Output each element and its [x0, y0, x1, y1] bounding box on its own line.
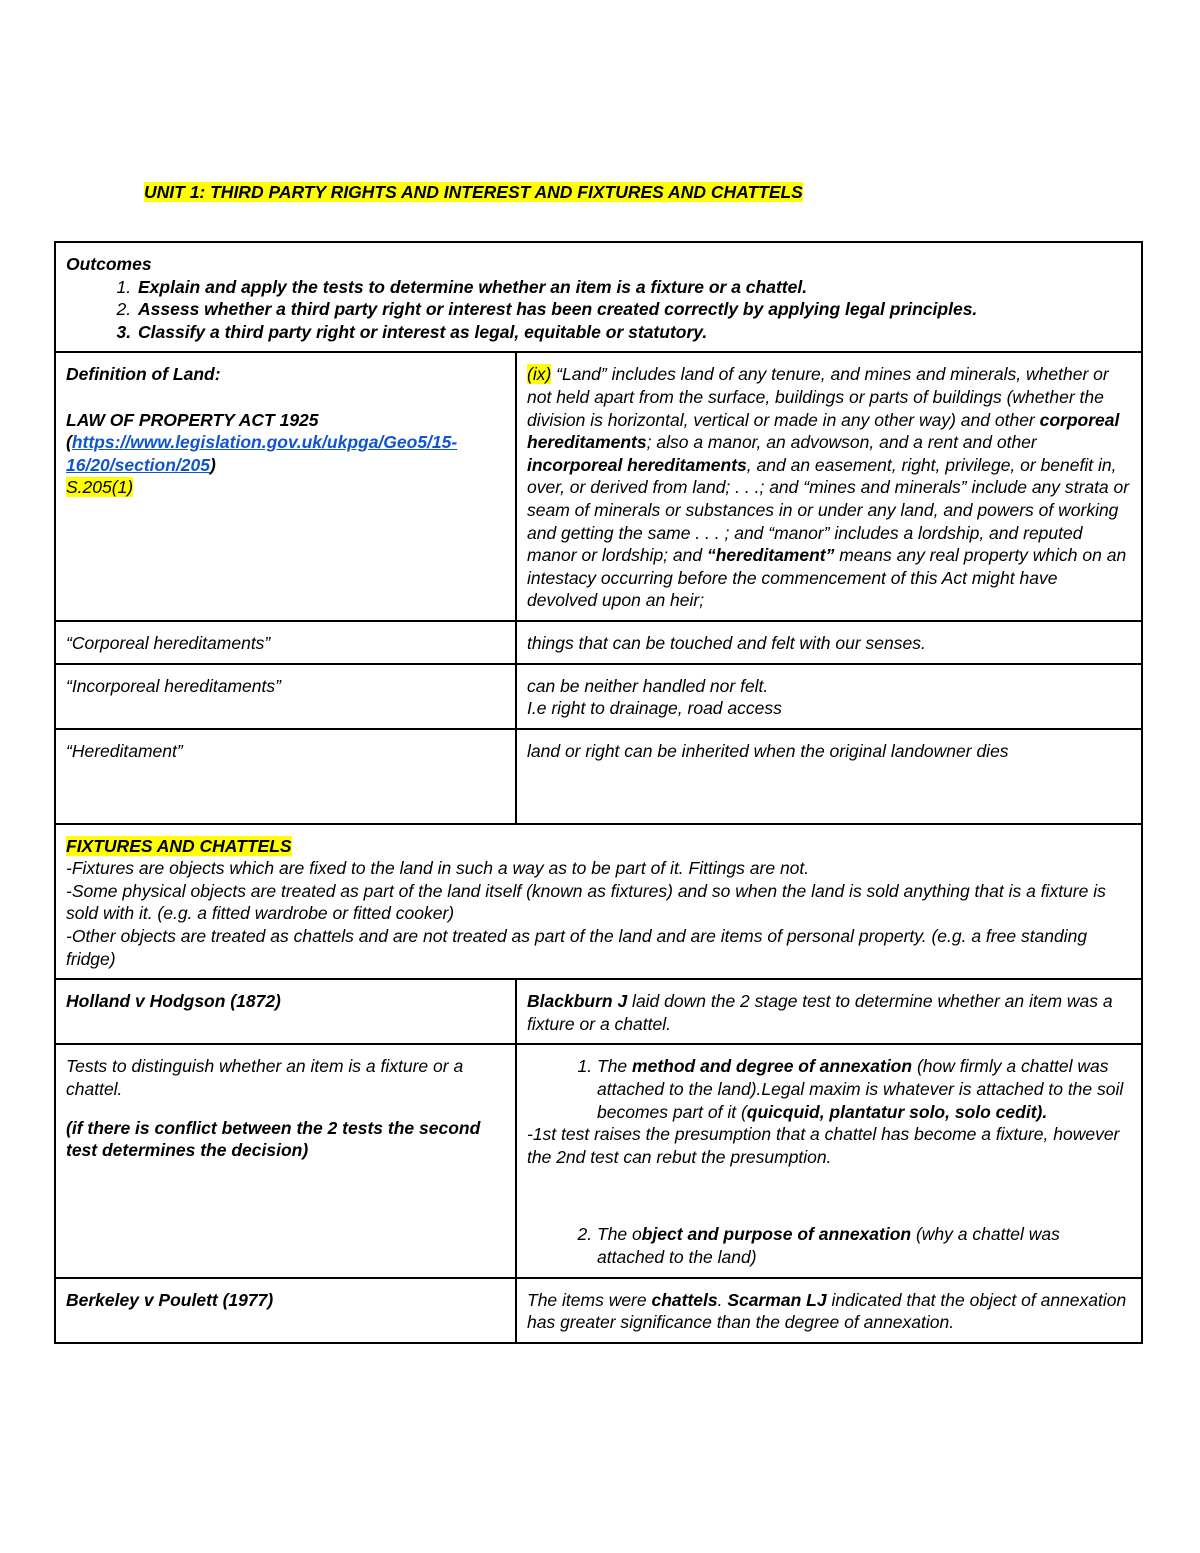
outcomes-list [66, 276, 1131, 344]
outcome-item: 1. Explain and apply the tests to determine whether an item is a fixture or a chattel. [136, 276, 1131, 299]
case-row-berkeley [55, 1278, 1142, 1343]
outcome-item: 3. Classify a third party right or interest as legal, equitable or statutory. [136, 321, 1131, 344]
notes-table [54, 241, 1143, 1344]
fixtures-row [55, 824, 1142, 980]
case-name: Berkeley v Poulett (1977) [55, 1278, 516, 1343]
corporeal-term: corporeal hereditaments [527, 409, 1120, 453]
fixtures-line: -Other objects are treated as chattels and are not treated as part of the land and are items of personal property. (e.g. a free standing fridge) [66, 926, 1088, 969]
case-summary: Blackburn J laid down the 2 stage test to determine whether an item was a fixture or a chattel. [516, 979, 1142, 1044]
outcomes-heading: Outcomes [66, 254, 152, 274]
term-row [55, 664, 1142, 729]
outcomes-cell [55, 242, 1142, 352]
tests-detail-cell [516, 1044, 1142, 1277]
term-row [55, 729, 1142, 824]
test-item: 2. The object and purpose of annexation (why a chattel was attached to the land) [597, 1223, 1131, 1268]
definition-label: Definition of Land: [66, 364, 221, 385]
case-name: Holland v Hodgson (1872) [55, 979, 516, 1044]
fixtures-line: -Some physical objects are treated as part of the land itself (known as fixtures) and so when the land is sold anything that is a fixture is sold with it. (e.g. a fitted wardrobe or fitted cooker) [66, 880, 1106, 924]
judge-name: Scarman LJ [727, 1289, 827, 1310]
case-summary: The items were chattels. Scarman LJ indicated that the object of annexation has greater significance than the degree of annexation. [516, 1278, 1142, 1343]
section-reference: S.205(1) [66, 477, 134, 498]
tests-note: (if there is conflict between the 2 tests the second test determines the decision) [66, 1117, 481, 1161]
act-link-line: (https://www.legislation.gov.uk/ukpga/Geo5/15-16/20/section/205) [66, 432, 458, 475]
term-row [55, 621, 1142, 664]
tests-intro: Tests to distinguish whether an item is a fixture or a chattel. [66, 1056, 464, 1100]
page-title [144, 180, 803, 204]
tests-list [527, 1223, 1131, 1268]
judge-name: Blackburn J [527, 991, 628, 1012]
outcome-item: 2. Assess whether a third party right or interest has been created correctly by applying legal principles. [136, 298, 1131, 321]
fixtures-heading: FIXTURES AND CHATTELS [66, 835, 292, 856]
definition-text-cell: (ix) “Land” includes land of any tenure, and mines and minerals, whether or not held apart from the surface, buildings or parts of buildings (whether the division is horizontal, vertical or made in any other way) and other corporeal hereditaments; also a manor, an advowson, and a rent and other incorporeal hereditaments, and an easement, right, privilege, or benefit in, over, or derived from land; . . .; and “mines and minerals” include any strata or seam of minerals or substances in or under any land, and powers of working and getting the same . . . ; and “manor” includes a lordship, and reputed manor or lordship; and “hereditament” means any real property which on an intestacy occurring before the commencement of this Act might have devolved upon an heir; [516, 352, 1142, 621]
tests-list [527, 1055, 1131, 1123]
case-row-holland [55, 979, 1142, 1044]
page-title-text: UNIT 1: THIRD PARTY RIGHTS AND INTEREST AND FIXTURES AND CHATTELS [144, 182, 803, 202]
presumption-note: -1st test raises the presumption that a chattel has become a fixture, however the 2nd test can rebut the presumption. [527, 1124, 1120, 1167]
meaning-cell: can be neither handled nor felt. I.e right to drainage, road access [516, 664, 1142, 729]
definition-row [55, 352, 1142, 621]
fixtures-line: -Fixtures are objects which are fixed to the land in such a way as to be part of it. Fittings are not. [66, 858, 810, 879]
definition-label-cell [55, 352, 516, 621]
outcomes-row [55, 242, 1142, 352]
term-cell: “Corporeal hereditaments” [55, 621, 516, 664]
tests-row [55, 1044, 1142, 1277]
tests-intro-cell [55, 1044, 516, 1277]
legislation-link[interactable]: https://www.legislation.gov.uk/ukpga/Geo5/15-16/20/section/205 [66, 432, 458, 475]
meaning-cell: things that can be touched and felt with our senses. [516, 621, 1142, 664]
meaning-cell: land or right can be inherited when the original landowner dies [516, 729, 1142, 824]
hereditament-term: “hereditament” [706, 545, 835, 566]
act-title: LAW OF PROPERTY ACT 1925 [66, 409, 319, 430]
ix-marker: (ix) [527, 364, 552, 385]
incorporeal-term: incorporeal hereditaments [527, 454, 747, 475]
test-item: 1. The method and degree of annexation (how firmly a chattel was attached to the land).Legal maxim is whatever is attached to the soil becomes part of it (quicquid, plantatur solo, solo cedit). [597, 1055, 1131, 1123]
term-cell: “Incorporeal hereditaments” [55, 664, 516, 729]
term-cell: “Hereditament” [55, 729, 516, 824]
fixtures-cell [55, 824, 1142, 980]
